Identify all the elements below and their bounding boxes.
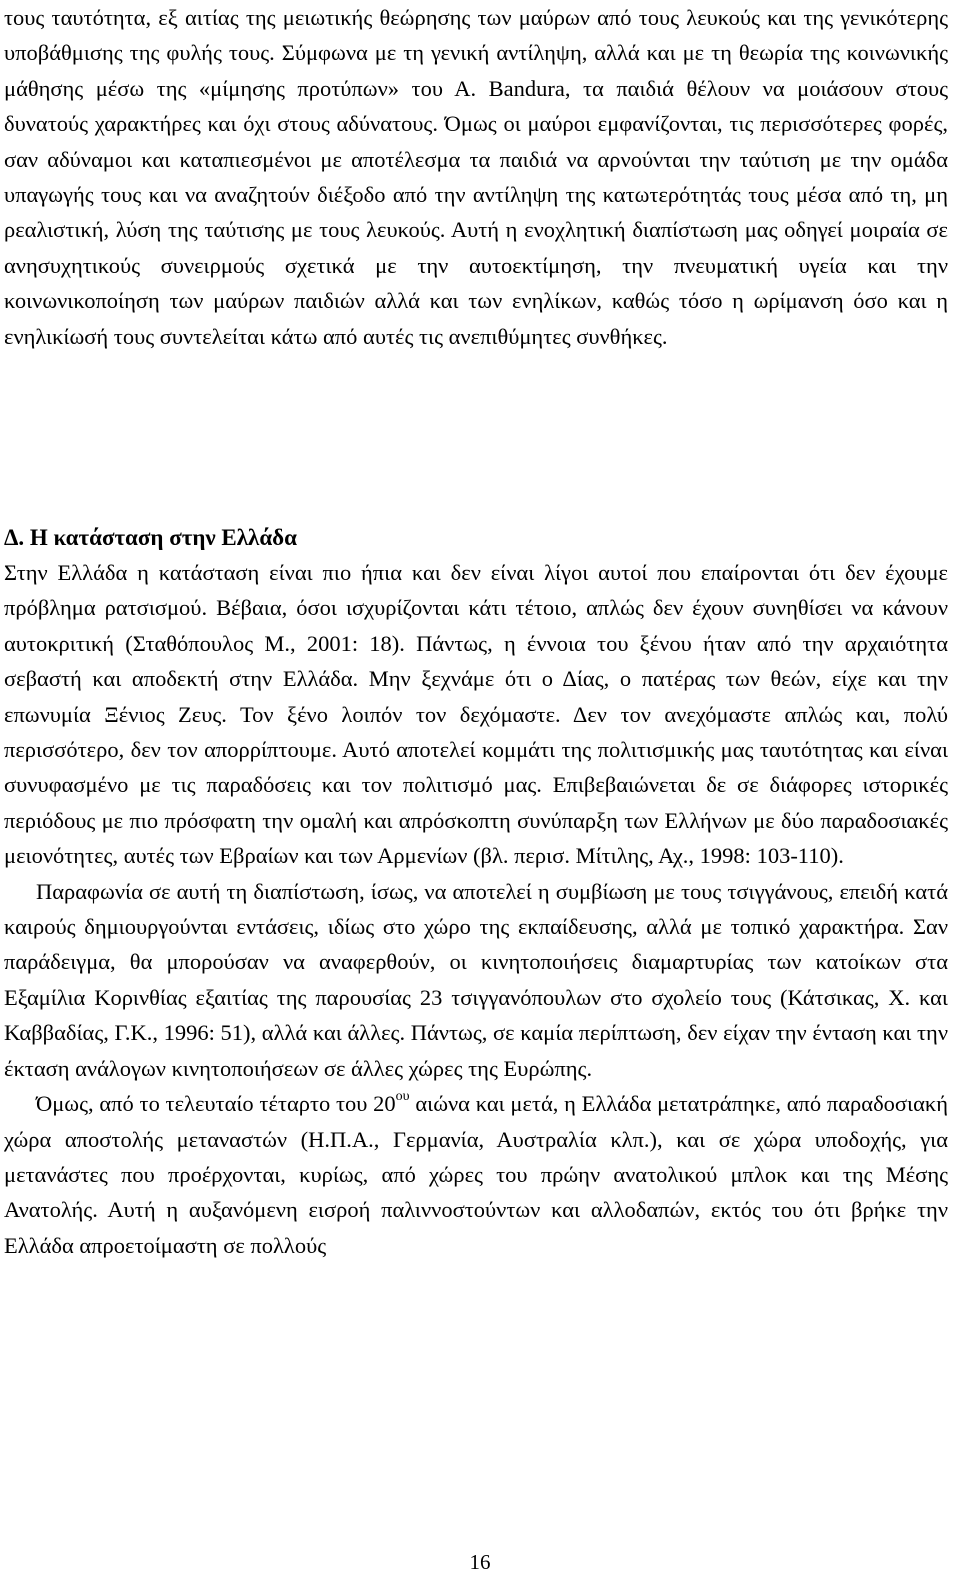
- continued-paragraph: τους ταυτότητα, εξ αιτίας της μειωτικής θεώρησης των μαύρων από τους λευκούς και της γενικότερης υποβάθμισης της φυλής τους. Σύμφωνα με τη γενική αντίληψη, αλλά και με τη θεωρία της κοινωνικής μάθησης μέσω της «μίμησης προτύπων» του Α. Bandura, τα παιδιά θέλουν να μοιάσουν στους δυνατούς χαρακτήρες και όχι στους αδύνατους. Όμως οι μαύροι εμφανίζονται, τις περισσότερες φορές, σαν αδύναμοι και καταπιεσμένοι με αποτέλεσμα τα παιδιά να αρνούνται την ταύτιση με την ομάδα υπαγωγής τους και να αναζητούν διέξοδο από την αντίληψη της κατωτερότητάς τους μέσα από τη, μη ρεαλιστική, λύση της ταύτισης με τους λευκούς. Αυτή η ενοχλητική διαπίστωση μας οδηγεί μοιραία σε ανησυχητικούς συνειρμούς σχετικά με την αυτοεκτίμηση, την πνευματική υγεία και την κοινωνικοποίηση των μαύρων παιδιών αλλά και των ενηλίκων, καθώς τόσο η ωρίμανση όσο και η ενηλικίωσή τους συντελείται κάτω από αυτές τις ανεπιθύμητες συνθήκες.: [4, 5, 948, 349]
- paragraph-2: Παραφωνία σε αυτή τη διαπίστωση, ίσως, να αποτελεί η συμβίωση με τους τσιγγάνους, επειδή κατά καιρούς δημιουργούνται εντάσεις, ιδίως στο χώρο της εκπαίδευσης, αλλά με τοπικό χαρακτήρα. Σαν παράδειγμα, θα μπορούσαν να αναφερθούν, οι κινητοποιήσεις διαμαρτυρίας των κατοίκων στα Εξαμίλια Κορινθίας εξαιτίας της παρουσίας 23 τσιγγανόπουλων στο σχολείο τους (Κάτσικας, Χ. και Καββαδίας, Γ.Κ., 1996: 51), αλλά και άλλες. Πάντως, σε καμία περίπτωση, δεν είχαν την ένταση και την έκταση ανάλογων κινητοποιήσεων σε άλλες χώρες της Ευρώπης.: [4, 878, 948, 1081]
- paragraph-1: Στην Ελλάδα η κατάσταση είναι πιο ήπια και δεν είναι λίγοι αυτοί που επαίρονται ότι δεν έχουμε πρόβλημα ρατσισμού. Βέβαια, όσοι ισχυρίζονται κάτι τέτοιο, απλώς δεν έχουν συνηθίσει να κάνουν αυτοκριτική (Σταθόπουλος Μ., 2001: 18). Πάντως, η έννοια του ξένου ήταν από την αρχαιότητα σεβαστή και αποδεκτή στην Ελλάδα. Μην ξεχνάμε ότι ο Δίας, ο πατέρας των θεών, είχε και την επωνυμία Ξένιος Ζευς. Τον ξένο λοιπόν τον δεχόμαστε. Δεν τον ανεχόμαστε απλώς και, πολύ περισσότερο, δεν τον απορρίπτουμε. Αυτό αποτελεί κομμάτι της πολιτισμικής μας ταυτότητας και είναι συνυφασμένο με τις παραδόσεις και τον πολιτισμό μας. Επιβεβαιώνεται δε σε διάφορες ιστορικές περιόδους με πιο πρόσφατη την ομαλή και απρόσκοπτη συνύπαρξη των Ελλήνων με δύο παραδοσιακές μειονότητες, αυτές των Εβραίων και των Αρμενίων (βλ. περισ. Μίτιλης, Αχ., 1998: 103-110).: [4, 560, 948, 869]
- paragraph-3-start: Όμως, από το τελευταίο τέταρτο του 20: [36, 1091, 396, 1117]
- paragraph-3: [4, 1086, 948, 1263]
- section-heading: Δ. Η κατάσταση στην Ελλάδα: [4, 525, 297, 550]
- century-superscript: ου: [395, 1089, 410, 1105]
- continued-paragraph-block: [4, 0, 948, 354]
- paragraph-3-rest: αιώνα και μετά, η Ελλάδα μετατράπηκε, από παραδοσιακή χώρα αποστολής μεταναστών (Η.Π.Α., Γερμανία, Αυστραλία κλπ.), και σε χώρα υποδοχής, για μετανάστες που προέρχονται, κυρίως, από χώρες του πρώην ανατολικού μπλοκ και της Μέσης Ανατολής. Αυτή η αυξανόμενη εισροή παλιννοστούντων και αλλοδαπών, εκτός του ότι βρήκε την Ελλάδα απροετοίμαστη σε πολλούς: [4, 1091, 948, 1258]
- section-body: [4, 555, 948, 1263]
- page-number: 16: [469, 1550, 491, 1574]
